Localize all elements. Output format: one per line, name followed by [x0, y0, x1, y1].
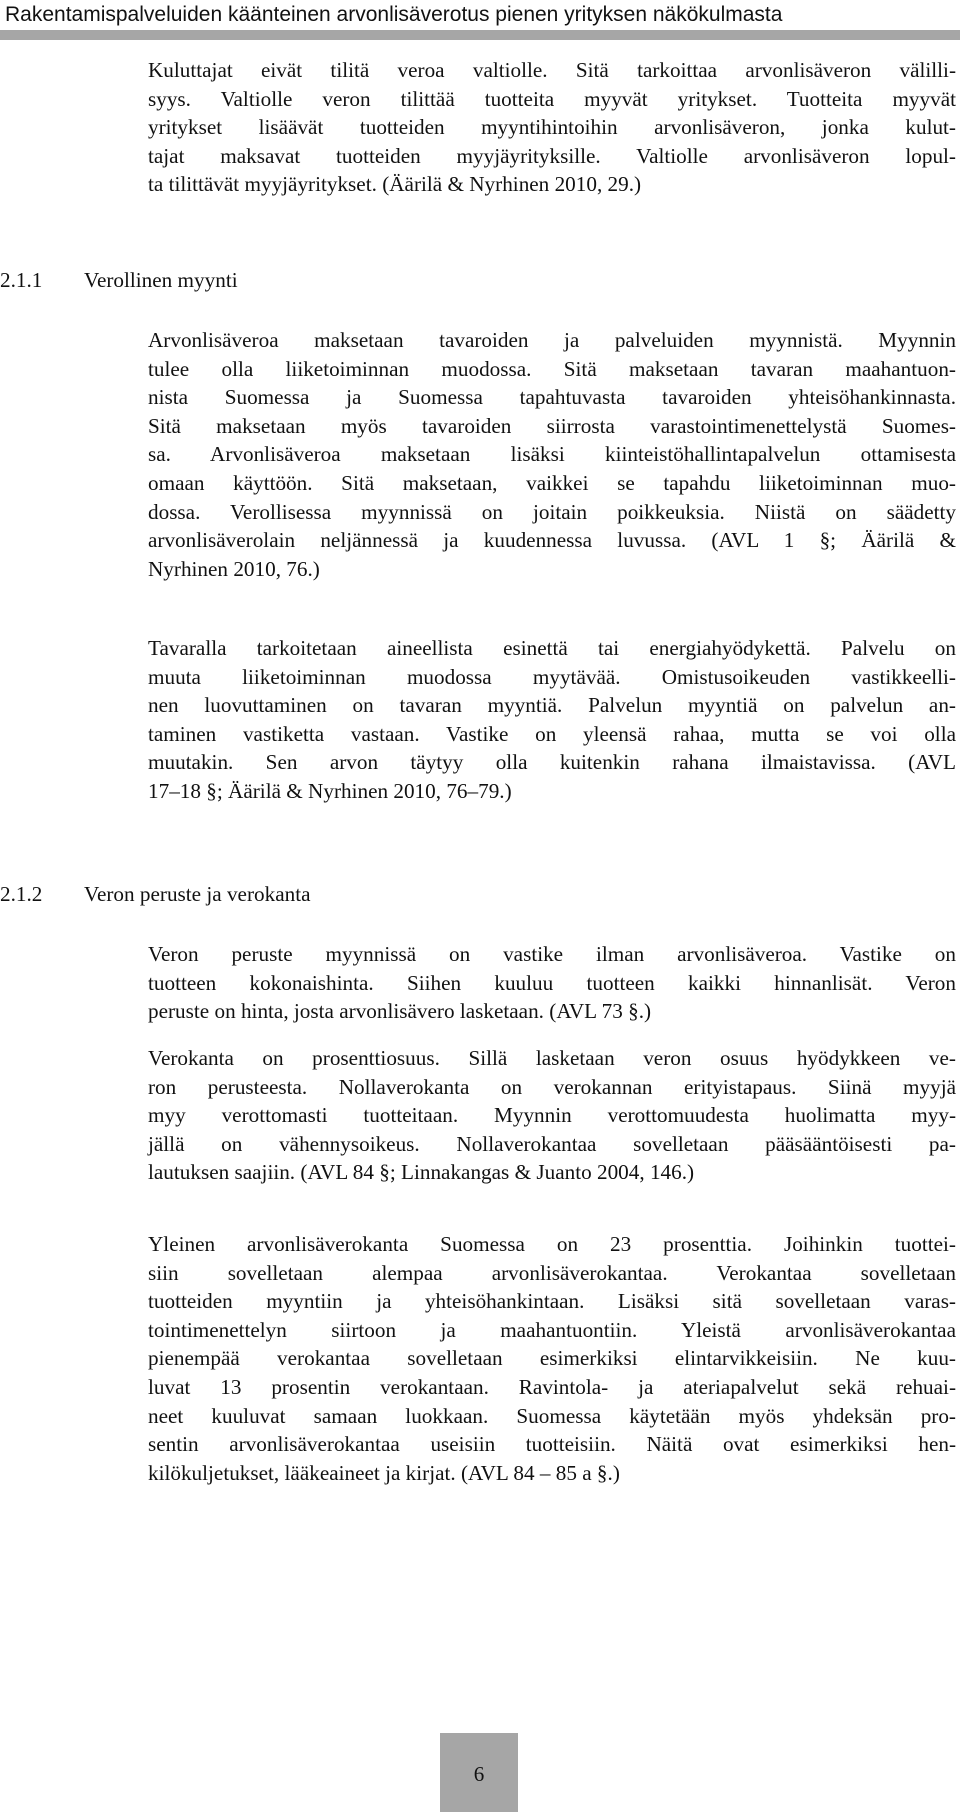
- paragraph-goods-and-services: [148, 634, 956, 806]
- paragraph-general-rate: [148, 1230, 956, 1487]
- text-line: nista Suomessa ja Suomessa tapahtuvasta tavaroiden yhteisöhankinnasta.: [148, 385, 956, 410]
- section-number: 2.1.2: [0, 882, 43, 906]
- running-header-title: Rakentamispalveluiden käänteinen arvonlisäverotus pienen yrityksen näkökulmasta: [5, 3, 783, 26]
- text-line: taminen vastiketta vastaan. Vastike on yleensä rahaa, mutta se voi olla: [148, 721, 956, 746]
- section-title: Veron peruste ja verokanta: [84, 882, 311, 906]
- text-line: Kuluttajat eivät tilitä veroa valtiolle. Sitä tarkoittaa arvonlisäveron välilli-: [148, 58, 956, 82]
- paragraph-tax-base: [148, 940, 956, 1026]
- text-line: siin sovelletaan alempaa arvonlisäverokantaa. Verokantaa sovelletaan: [148, 1260, 956, 1285]
- paragraph-consumer-tax: [148, 56, 956, 199]
- text-line: Nyrhinen 2010, 76.): [148, 556, 320, 581]
- text-line: syys. Valtiolle veron tilittää tuotteita myyvät yritykset. Tuotteita myyvät: [148, 86, 956, 111]
- text-line: tointimenettelyn siirtoon ja maahantuontiin. Yleistä arvonlisäverokantaa: [148, 1317, 956, 1342]
- text-line: neet kuuluvat samaan luokkaan. Suomessa käytetään myös yhdeksän pro-: [148, 1403, 956, 1428]
- text-line: tajat maksavat tuotteiden myyjäyrityksille. Valtiolle arvonlisäveron lopul-: [148, 143, 956, 168]
- text-line: pienempää verokantaa sovelletaan esimerkiksi elintarvikkeisiin. Ne kuu-: [148, 1346, 956, 1371]
- text-line: sa. Arvonlisäveroa maksetaan lisäksi kiinteistöhallintapalvelun ottamisesta: [148, 442, 956, 467]
- text-line: dossa. Verollisessa myynnissä on joitain poikkeuksia. Niistä on säädetty: [148, 499, 956, 524]
- text-line: Yleinen arvonlisäverokanta Suomessa on 23 prosenttia. Joihinkin tuottei-: [148, 1232, 956, 1256]
- text-line: Verokanta on prosenttiosuus. Sillä lasketaan veron osuus hyödykkeen ve-: [148, 1046, 956, 1070]
- header-rule: [0, 30, 960, 40]
- page-number: 6: [473, 1762, 485, 1786]
- text-line: omaan käyttöön. Sitä maksetaan, vaikkei se tapahdu liiketoiminnan muo-: [148, 470, 956, 495]
- text-line: tulee olla liiketoiminnan muodossa. Sitä maksetaan tavaran maahantuon-: [148, 356, 956, 381]
- section-title: Verollinen myynti: [84, 268, 238, 292]
- section-number: 2.1.1: [0, 268, 43, 292]
- text-line: ron perusteesta. Nollaverokanta on verokannan erityistapaus. Siinä myyjä: [148, 1074, 956, 1099]
- paragraph-tax-rate: [148, 1044, 956, 1187]
- paragraph-taxable-sales: [148, 326, 956, 583]
- text-line: 17–18 §; Äärilä & Nyrhinen 2010, 76–79.): [148, 778, 512, 803]
- text-line: myy verottomasti tuotteitaan. Myynnin verottomuudesta huolimatta myy-: [148, 1103, 956, 1128]
- text-line: muutakin. Sen arvon täytyy olla kuitenkin rahana ilmaistavissa. (AVL: [148, 750, 956, 775]
- text-line: arvonlisäverolain neljännessä ja kuudennessa luvussa. (AVL 1 §; Äärilä &: [148, 528, 956, 553]
- text-line: yritykset lisäävät tuotteiden myyntihintoihin arvonlisäveron, jonka kulut-: [148, 115, 956, 140]
- text-line: peruste on hinta, josta arvonlisävero lasketaan. (AVL 73 §.): [148, 999, 652, 1024]
- text-line: muuta liiketoiminnan muodossa myytävää. Omistusoikeuden vastikkeelli-: [148, 664, 956, 689]
- text-line: Tavaralla tarkoitetaan aineellista esinettä tai energiahyödykettä. Palvelu on: [148, 636, 956, 660]
- text-line: Sitä maksetaan myös tavaroiden siirrosta varastointimenettelystä Suomes-: [148, 413, 956, 438]
- text-line: jällä on vähennysoikeus. Nollaverokantaa sovelletaan pääsääntöisesti pa-: [148, 1131, 956, 1156]
- text-line: ta tilittävät myyjäyritykset. (Äärilä & Nyrhinen 2010, 29.): [148, 172, 642, 197]
- page-number-box: [440, 1733, 518, 1812]
- text-line: luvat 13 prosentin verokantaan. Ravintola- ja ateriapalvelut sekä rehuai-: [148, 1374, 956, 1399]
- text-line: Veron peruste myynnissä on vastike ilman arvonlisäveroa. Vastike on: [148, 942, 956, 966]
- text-line: Arvonlisäveroa maksetaan tavaroiden ja palveluiden myynnistä. Myynnin: [148, 328, 956, 352]
- text-line: nen luovuttaminen on tavaran myyntiä. Palvelun myyntiä on palvelun an-: [148, 693, 956, 718]
- text-line: tuotteen kokonaishinta. Siihen kuuluu tuotteen kaikki hinnanlisät. Veron: [148, 970, 956, 995]
- text-line: sentin arvonlisäverokantaa useisiin tuotteisiin. Näitä ovat esimerkiksi hen-: [148, 1432, 956, 1457]
- text-line: kilökuljetukset, lääkeaineet ja kirjat. (AVL 84 – 85 a §.): [148, 1460, 620, 1485]
- text-line: tuotteiden myyntiin ja yhteisöhankintaan. Lisäksi sitä sovelletaan varas-: [148, 1289, 956, 1314]
- text-line: lautuksen saajiin. (AVL 84 §; Linnakangas & Juanto 2004, 146.): [148, 1160, 695, 1185]
